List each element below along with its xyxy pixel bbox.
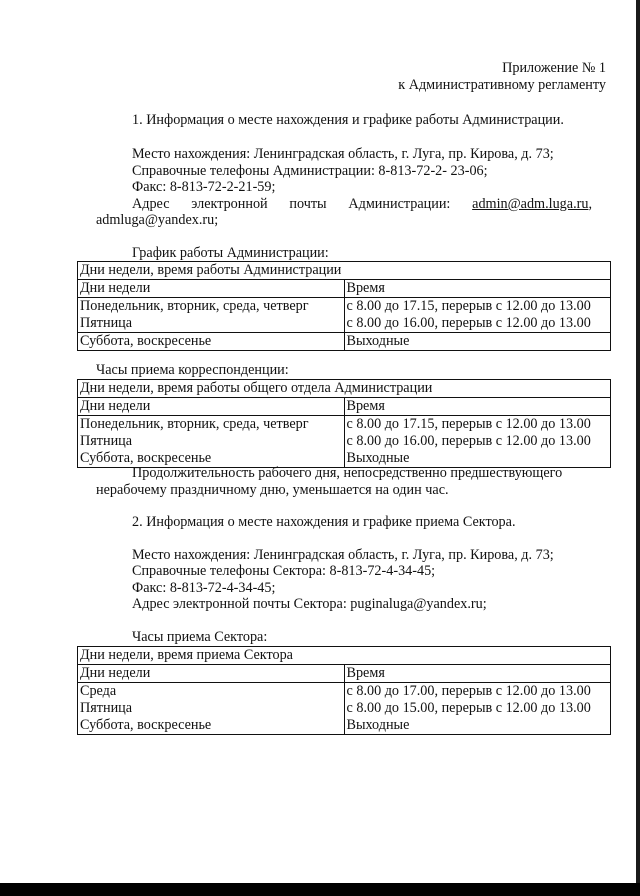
table1-schedule [77, 261, 611, 351]
email-primary-link[interactable]: admin@adm.luga.ru [472, 196, 589, 212]
time-value: Выходные [346, 450, 410, 466]
days-value: Пятница [80, 433, 133, 449]
section1-email-line [132, 196, 592, 213]
section1-email-secondary: admluga@yandex.ru; [96, 212, 219, 228]
time-cell: Выходные [344, 333, 611, 351]
scan-edge-bottom [0, 883, 640, 896]
table-row [78, 683, 611, 735]
column-header-time: Время [344, 280, 611, 298]
time-value: с 8.00 до 16.00, перерыв с 12.00 до 13.00 [346, 315, 591, 331]
section2-title: 2. Информация о месте нахождения и графике приема Сектора. [132, 514, 516, 530]
column-header-days: Дни недели [78, 665, 345, 683]
time-cell [344, 683, 611, 735]
column-header-time: Время [344, 398, 611, 416]
table-header-row [78, 262, 611, 280]
appendix-reference: к Административному регламенту [398, 77, 606, 93]
time-value: Выходные [346, 717, 410, 733]
time-value: с 8.00 до 17.00, перерыв с 12.00 до 13.00 [346, 683, 591, 699]
column-header-days: Дни недели [78, 280, 345, 298]
table-column-row [78, 280, 611, 298]
column-header-days: Дни недели [78, 398, 345, 416]
table3-schedule [77, 646, 611, 735]
table-row [78, 298, 611, 333]
section1-title: 1. Информация о месте нахождения и графике работы Администрации. [132, 112, 564, 128]
table-column-row [78, 665, 611, 683]
section2-fax: Факс: 8-813-72-4-34-45; [132, 580, 276, 596]
table-header-cell: Дни недели, время приема Сектора [78, 647, 611, 665]
section2-email: Адрес электронной почты Сектора: puginaluga@yandex.ru; [132, 596, 487, 612]
days-value: Среда [80, 683, 117, 699]
table1-caption: График работы Администрации: [132, 245, 329, 261]
table-header-cell: Дни недели, время работы Администрации [78, 262, 611, 280]
table-column-row [78, 398, 611, 416]
appendix-number: Приложение № 1 [502, 60, 606, 76]
days-value: Понедельник, вторник, среда, четверг [80, 416, 309, 432]
note-line1: Продолжительность рабочего дня, непосредственно предшествующего [132, 465, 563, 481]
note-line2: нерабочему праздничному дню, уменьшается на один час. [96, 482, 449, 498]
email-word: почты [289, 196, 327, 212]
days-cell [78, 298, 345, 333]
scan-edge-right [636, 0, 640, 896]
section1-phones: Справочные телефоны Администрации: 8-813-72-2- 23-06; [132, 163, 488, 179]
table-row [78, 333, 611, 351]
days-value: Понедельник, вторник, среда, четверг [80, 298, 309, 314]
time-value: с 8.00 до 17.15, перерыв с 12.00 до 13.00 [346, 416, 591, 432]
days-value: Суббота, воскресенье [80, 717, 212, 733]
table2-caption: Часы приема корреспонденции: [96, 362, 289, 378]
time-cell [344, 298, 611, 333]
days-cell [78, 683, 345, 735]
email-word: электронной [191, 196, 268, 212]
table2-schedule [77, 379, 611, 468]
email-word: Администрации: [348, 196, 451, 212]
email-primary-group [472, 196, 592, 213]
column-header-time: Время [344, 665, 611, 683]
time-value: с 8.00 до 16.00, перерыв с 12.00 до 13.00 [346, 433, 591, 449]
time-value: с 8.00 до 17.15, перерыв с 12.00 до 13.00 [346, 298, 591, 314]
section1-location: Место нахождения: Ленинградская область, г. Луга, пр. Кирова, д. 73; [132, 146, 554, 162]
table-header-row [78, 647, 611, 665]
days-cell [78, 416, 345, 468]
email-word: Адрес [132, 196, 170, 212]
time-value: с 8.00 до 15.00, перерыв с 12.00 до 13.00 [346, 700, 591, 716]
days-cell: Суббота, воскресенье [78, 333, 345, 351]
days-value: Пятница [80, 700, 133, 716]
time-cell [344, 416, 611, 468]
days-value: Суббота, воскресенье [80, 450, 212, 466]
days-value: Пятница [80, 315, 133, 331]
table3-caption: Часы приема Сектора: [132, 629, 268, 645]
table-header-cell: Дни недели, время работы общего отдела Администрации [78, 380, 611, 398]
section1-fax: Факс: 8-813-72-2-21-59; [132, 179, 276, 195]
section2-phones: Справочные телефоны Сектора: 8-813-72-4-34-45; [132, 563, 436, 579]
section2-location: Место нахождения: Ленинградская область, г. Луга, пр. Кирова, д. 73; [132, 547, 554, 563]
table-row [78, 416, 611, 468]
table-header-row [78, 380, 611, 398]
email-primary-suffix: , [588, 196, 592, 212]
